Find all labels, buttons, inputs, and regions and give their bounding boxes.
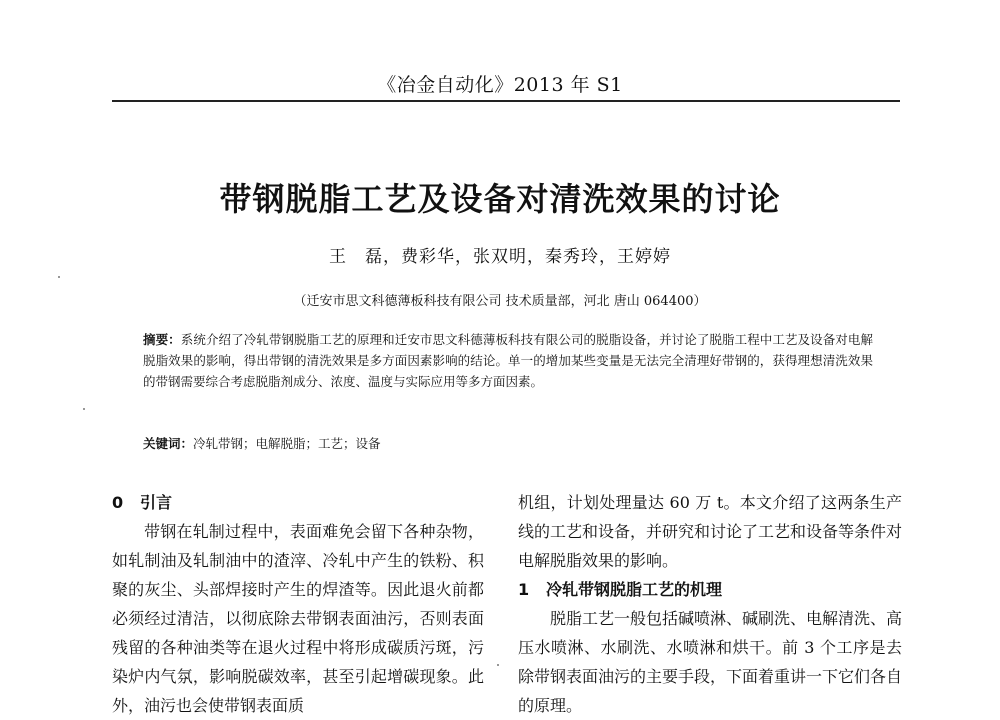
intro-continuation-paragraph: 机组，计划处理量达 60 万 t。本文介绍了这两条生产线的工艺和设备，并研究和讨论了工艺和设备等条件对电解脱脂效果的影响。 bbox=[518, 493, 903, 570]
keywords bbox=[143, 434, 873, 452]
left-column bbox=[112, 488, 484, 720]
section-number: 1 bbox=[518, 580, 530, 599]
affiliation: （迁安市思文科德薄板科技有限公司 技术质量部，河北 唐山 064400） bbox=[293, 294, 707, 309]
intro-paragraph: 带钢在轧制过程中，表面难免会留下各种杂物，如轧制油及轧制油中的渣滓、冷轧中产生的铁粉、积聚的灰尘、头部焊接时产生的焊渣等。因此退火前都必须经过清洁，以彻底除去带钢表面油污，否则表面残留的各种油类等在退火过程中将形成碳质污斑，污染炉内气氛，影响脱碳效率，甚至引起增碳现象。此外，油污也会使带钢表面质 bbox=[112, 522, 484, 715]
section-heading-1 bbox=[518, 575, 902, 604]
scan-speck bbox=[58, 276, 60, 278]
scan-speck bbox=[497, 664, 499, 666]
section-heading-0 bbox=[112, 488, 484, 517]
author-list: 王 磊，费彩华，张双明，秦秀玲，王婷婷 bbox=[329, 247, 671, 267]
abstract-text: 系统介绍了冷轧带钢脱脂工艺的原理和迁安市思文科德薄板科技有限公司的脱脂设备，并讨论了脱脂工程中工艺及设备对电解脱脂效果的影响，得出带钢的清洗效果是多方面因素影响的结论。单一的增加某些变量是无法完全清理好带钢的，获得理想清洗效果的带钢需要综合考虑脱脂剂成分、浓度、温度与实际应用等多方面因素。 bbox=[143, 332, 873, 389]
abstract-label: 摘要： bbox=[143, 332, 181, 347]
journal-header: 《冶金自动化》2013 年 S1 bbox=[377, 74, 623, 96]
section-title: 冷轧带钢脱脂工艺的机理 bbox=[546, 580, 723, 599]
keywords-label: 关键词： bbox=[143, 436, 194, 451]
header-rule bbox=[112, 100, 900, 102]
abstract bbox=[143, 329, 873, 392]
section-number: 0 bbox=[112, 493, 124, 512]
right-column bbox=[518, 488, 902, 720]
keywords-text: 冷轧带钢；电解脱脂；工艺；设备 bbox=[193, 436, 381, 451]
paper-title: 带钢脱脂工艺及设备对清洗效果的讨论 bbox=[219, 180, 781, 218]
scan-speck bbox=[83, 408, 85, 410]
section1-paragraph: 脱脂工艺一般包括碱喷淋、碱刷洗、电解清洗、高压水喷淋、水刷洗、水喷淋和烘干。前 3 个工序是去除带钢表面油污的主要手段，下面着重讲一下它们各自的原理。 bbox=[518, 609, 903, 715]
section-title: 引言 bbox=[140, 493, 173, 512]
